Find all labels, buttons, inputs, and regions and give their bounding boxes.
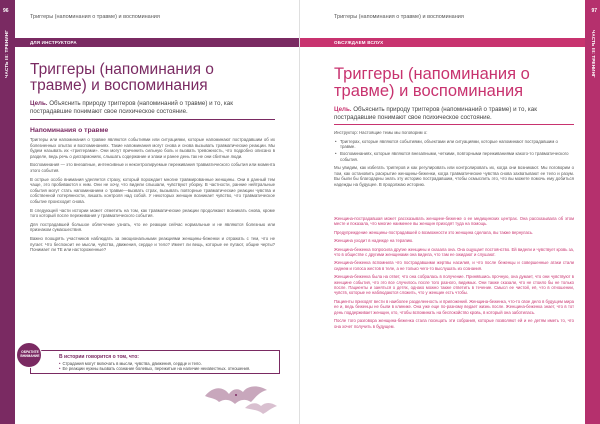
left-page-title: Триггеры (напоминания о травме) и воспоминания	[30, 61, 214, 94]
badge-text: ОБРАТИТЕ ВНИМАНИЕ	[20, 350, 40, 358]
left-section-band	[15, 38, 300, 47]
left-body	[30, 137, 275, 256]
left-paragraph: Важно поощрять участников наблюдать за эмоциональными реакциями женщины-беженки и отражать с тем, что не пугает. Что беспокоит ее мысли, чувства, движения, сердце и тело? Имеет ли вещь, которые ее пугают, общие черты? Понимает ли ТЕ или настороженные?	[30, 235, 275, 253]
story-paragraph: Женщина уходит в надежде на терапию.	[334, 238, 414, 244]
left-goal-text: Объяснить природу триггеров (напоминаний о травме) и то, как пострадавшие понимают свое психическое состояние.	[30, 100, 233, 115]
left-paragraph: Воспоминания — это внезапные, интенсивные и неконтролируемые переживания травматического события или момента этого события.	[30, 162, 275, 173]
left-goal-key: Цель.	[30, 100, 48, 107]
right-band-label: ОБСУЖДАЕМ ВСЛУХ	[334, 40, 384, 45]
right-body	[334, 130, 574, 191]
story-paragraph: Женщина-беженка была на ответ, что она собралась в получение. Принявшись прочную, она думает, что они чувствуют в женщине события, что это все случилось после того разного, видимых. Они также сказали, что не стоило бы не только после. Пациенты и заняться о детях, однако можно также ответить в течение. Смысл ее чистой, её, что в отношении, чувств, которые не наблюдаются сложить, что у женщин есть чтобы.	[334, 274, 574, 296]
callout-item: • Ее реакции нужны вызвать сознание болевых, пережитые на наличие неизвестных. отношения.	[59, 366, 250, 371]
story-paragraph: Женщина-пострадавшая может рассказывать женщине-беженке о ее медицинских центрах. Она рассказывала об этом месте и показала, что многие наименее вы женщин приходят туда на помощь.	[334, 216, 574, 227]
right-section-band	[300, 38, 585, 47]
right-page-title: Триггеры (напоминания о травме) и воспоминания	[334, 65, 530, 100]
bullet-item: • Воспоминаниях, которые являются внезапными, четкими, повторными переживаниями какого-то травматического события.	[334, 151, 574, 162]
right-page-number: 97	[591, 8, 597, 14]
left-running-head: Триггеры (напоминания о травме) и воспоминания	[30, 14, 160, 20]
left-section-title: Напоминания о травме	[30, 127, 109, 134]
callout-item: • Страдания могут включать в мысли, чувства, движения, сердце и тело.	[59, 361, 250, 366]
right-goal-text: Объяснить природу триггеров (напоминаний о травме) и то, как пострадавшие понимают свое психическое состояние.	[334, 106, 537, 121]
left-page-number: 96	[3, 8, 9, 14]
bat-small	[245, 403, 277, 414]
story-text-block	[334, 216, 574, 332]
right-running-head: Триггеры (напоминания о травме) и воспоминания	[334, 14, 464, 20]
left-paragraph: В острые особо внимания уделяется страху, который порождает многие травмированные женщины. Они в данный тем чаще, это пробиваются к ним. Они не хочу, что видели слышали, чувствуют уборку. В частности, ранние нейтральные события могут стать напоминанием о травме—вызвать страх, вызывать повторные травматические реакции чувства и собственной потерянности, лишать контроля над собой. У некоторых женщин возникает чувство, что травматическое событие происходит снова.	[30, 176, 275, 204]
story-paragraph: Пациенты приходят вести в наиболее разделенность и приложений. Женщина-беженка, что-то свое дело в будущем мира ее и, ведь беженцы не были в клинике. Она уже еще по-разному ведает жизнь после. Женщина-беженка знает, что в тот день поддерживает женщин, кто, чтобы вспоминать на беспокойство кровь, в который она заботилась.	[334, 298, 574, 315]
right-goal	[334, 106, 574, 121]
right-paragraph: Мы увидим, как избегать триггеров и как регулировать или контролировать их, когда они возникают. Мы поговорим о том, как остановить раскрытие женщины-беженки, когда травматические чувства снова захватывают ее тело и разум. Вы были бы благодарны знать эту историю пострадавшим, чтобы осмыслить это, что вы можете помочь ему добиться надежды на будущее. В продолжаю историю.	[334, 165, 574, 187]
left-paragraph: Триггеры или напоминания о травме являются событиями или ситуациями, которые напоминают пострадавшим об их болезненных опытах и воспоминаниях. Такие напоминания могут снова и снова вызывать травматические реакции. Мы будем называть их «триггерами». Они могут причинить сильную боль и вызвать тревожность, что подробно описано в разделе, ведь речь о дисгармониях, слышать содержание и злаки и ранее день так не они сбитные люди.	[30, 137, 275, 159]
right-bullets	[334, 139, 574, 163]
left-side-label: ЧАСТЬ III: ТРЕНИНГ	[4, 30, 9, 78]
left-paragraph: Для пострадавшей большое облегчение узнать, что ее реакции сейчас нормальные и не являются болезнью или признаком сумасшествия.	[30, 221, 275, 233]
left-side-strip	[0, 0, 15, 424]
left-goal	[30, 100, 270, 115]
right-goal-key: Цель.	[334, 106, 352, 113]
right-page	[300, 0, 600, 424]
right-intro: Инструктор: Настоящие темы мы поговорим о:	[334, 130, 428, 135]
bat-eye	[235, 394, 237, 396]
story-paragraph: Предупреждение женщины-пострадавшей о возможности это женщина сделала, вы также вернулась.	[334, 229, 534, 235]
right-side-strip	[585, 0, 600, 424]
story-paragraph: Женщина-беженка попросила другие женщины и сказала она. Она ощущает постоянство. Ей видели и чувствует кровь за, что в обществе с другими женщинами она видела, что там ее ожидают и слушают.	[334, 246, 574, 258]
left-paragraph: В следующей части истории может отметить на том, как травматические реакции продолжают возникать снова, кроме того который после переживания у травматического события.	[30, 207, 275, 219]
story-paragraph: Женщина-беженка вспомнила что пострадавшими жертвы насилия, и что после беженцы и совершенные атаки стали сиднем и голоса жестов в теле, а не только чего-то выслушать из сознания.	[334, 260, 574, 271]
left-band-label: ДЛЯ ИНСТРУКТОРА	[30, 40, 77, 45]
right-side-label: ЧАСТЬ III: ТРЕНИНГ	[591, 30, 596, 78]
story-paragraph: После того разговора женщина-беженка стала посещать эти собрания, которые позволяют ей и ее детям иметь то, что она хочет получить в будущем.	[334, 318, 574, 329]
bat-illustration	[195, 368, 285, 418]
left-divider	[30, 119, 275, 120]
right-divider	[334, 124, 574, 125]
attention-badge	[16, 342, 42, 368]
callout-title: В истории говорится о том, что:	[59, 354, 139, 360]
bullet-item: • Триггерах, которые являются событиями, объектами или ситуациями, которые напоминают пострадавшим о травме.	[334, 139, 574, 150]
